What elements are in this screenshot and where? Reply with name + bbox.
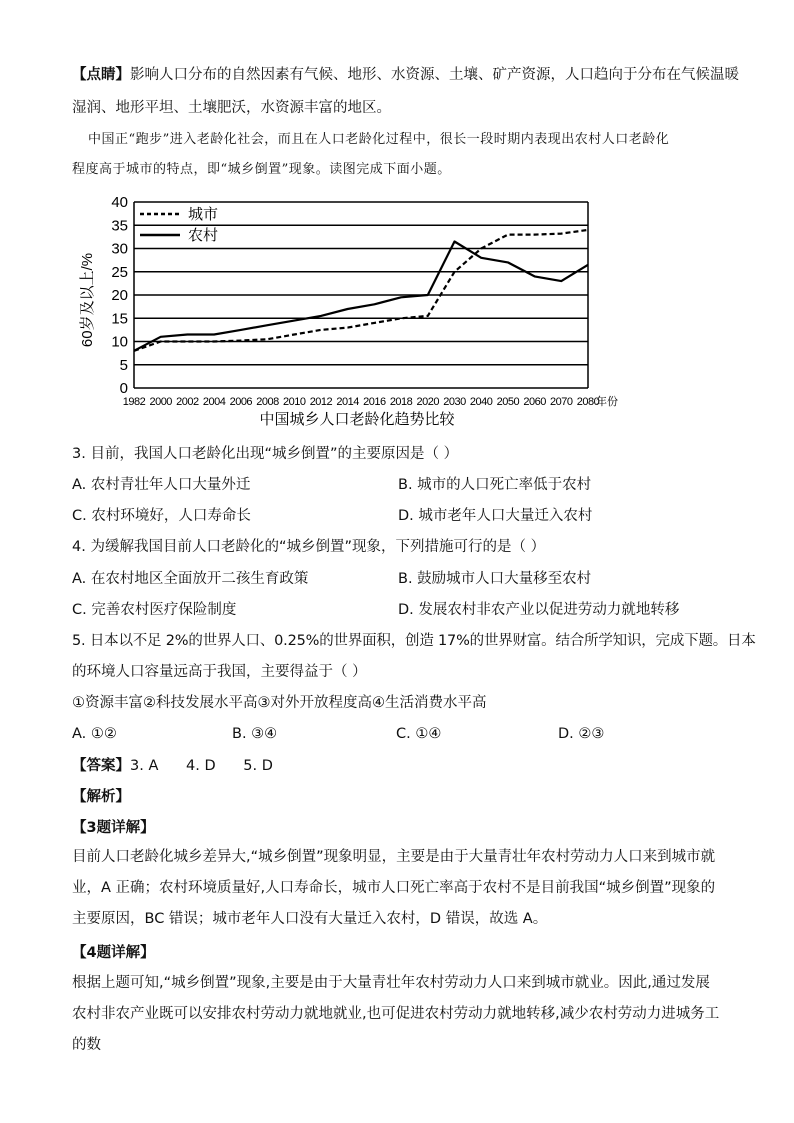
legend-label: 农村 — [188, 227, 219, 244]
x-tick-label: 2002 — [176, 396, 199, 408]
answer-text: 3. A 4. D 5. D — [130, 758, 273, 774]
x-tick-label: 2060 — [523, 396, 546, 408]
legend-label: 城市 — [188, 206, 219, 223]
q5-option-b[interactable]: B. ③④ — [232, 726, 278, 742]
detail-4-text: 根据上题可知,“城乡倒置”现象,主要是由于大量青壮年农村劳动力人口来到城市就业。因此,通过发展农村非农产业既可以安排农村劳动力就地就业,也可促进农村劳动力就地转移,减少农村劳动力进城务工的数 — [72, 975, 720, 1053]
q5-option-c[interactable]: C. ①④ — [396, 726, 442, 742]
y-tick-label: 15 — [111, 310, 128, 328]
x-tick-label: 1982 — [122, 396, 146, 408]
q3-option-d[interactable]: D. 城市老年人口大量迁入农村 — [398, 508, 593, 524]
q4-option-d[interactable]: D. 发展农村非农产业以促进劳动力就地转移 — [398, 602, 680, 618]
answer-tag: 【答案】 — [72, 758, 130, 774]
tip-line-1 — [72, 65, 739, 85]
y-axis-label: 60岁及以上/% — [79, 252, 96, 348]
analysis-tag: 【解析】 — [72, 789, 130, 805]
intro-line-2: 程度高于城市的特点，即“城乡倒置”现象。读图完成下面小题。 — [72, 162, 451, 177]
y-tick-label: 25 — [111, 263, 128, 281]
x-tick-label: 2012 — [309, 396, 333, 408]
tip-text-1: 影响人口分布的自然因素有气候、地形、水资源、土壤、矿产资源，人口趋向于分布在气候温暖 — [130, 67, 739, 83]
intro-line-1: 中国正“跑步”进入老龄化社会，而且在人口老龄化过程中，很长一段时期内表现出农村人口老龄化 — [88, 132, 670, 147]
tip-line-2: 湿润、地形平坦、土壤肥沃，水资源丰富的地区。 — [72, 100, 391, 116]
q3-option-c[interactable]: C. 农村环境好，人口寿命长 — [72, 508, 251, 524]
q4-stem: 4. 为缓解我国目前人口老龄化的“城乡倒置”现象，下列措施可行的是（ ） — [72, 539, 546, 555]
x-tick-label: 2014 — [336, 396, 359, 408]
x-tick-labels — [123, 396, 600, 408]
y-tick-labels — [111, 194, 128, 397]
y-tick-label: 30 — [111, 240, 128, 258]
x-tick-label: 2030 — [443, 396, 466, 408]
y-tick-label: 40 — [111, 194, 128, 211]
q4-option-a[interactable]: A. 在农村地区全面放开二孩生育政策 — [72, 571, 309, 587]
x-tick-label: 2004 — [202, 396, 226, 408]
detail-3-tag: 【3题详解】 — [72, 820, 155, 836]
y-tick-label: 20 — [111, 287, 128, 304]
y-tick-label: 0 — [119, 380, 128, 397]
answer-line — [72, 756, 273, 776]
q3-option-b[interactable]: B. 城市的人口死亡率低于农村 — [398, 477, 592, 493]
tip-tag: 【点睛】 — [72, 67, 130, 83]
aging-trend-chart — [79, 190, 640, 430]
y-tick-label: 5 — [119, 356, 128, 374]
q5-option-d[interactable]: D. ②③ — [558, 726, 605, 742]
detail-4-tag: 【4题详解】 — [72, 945, 155, 961]
x-tick-label: 2008 — [256, 396, 279, 408]
q4-option-b[interactable]: B. 鼓励城市人口大量移至农村 — [398, 571, 592, 587]
y-tick-label: 10 — [111, 333, 128, 351]
series-line-rural — [134, 242, 588, 351]
x-tick-label: 2018 — [389, 396, 413, 408]
x-axis-label: 年份 — [596, 396, 618, 408]
x-tick-label: 2020 — [416, 396, 440, 408]
x-tick-label: 2010 — [282, 396, 306, 408]
x-tick-label: 2040 — [469, 396, 493, 408]
q3-option-a[interactable]: A. 农村青壮年人口大量外迁 — [72, 477, 251, 493]
x-tick-label: 2080 — [576, 396, 600, 408]
q4-option-c[interactable]: C. 完善农村医疗保险制度 — [72, 602, 237, 618]
q5-line-2: 的环境人口容量远高于我国，主要得益于（ ） — [72, 664, 367, 680]
q3-stem: 3. 目前，我国人口老龄化出现“城乡倒置”的主要原因是（ ） — [72, 446, 459, 462]
detail-3-text: 目前人口老龄化城乡差异大,“城乡倒置”现象明显，主要是由于大量青壮年农村劳动力人口来到城市就业，A 正确；农村环境质量好,人口寿命长，城市人口死亡率高于农村不是目前我国“城乡倒置”现象的主要原因，BC 错误；城市老年人口没有大量迁入农村，D 错误，故选 A。 — [72, 849, 716, 927]
x-tick-label: 2006 — [229, 396, 253, 408]
chart-title: 中国城乡人口老龄化趋势比较 — [259, 411, 455, 428]
q5-option-a[interactable]: A. ①② — [72, 726, 117, 742]
x-tick-label: 2016 — [363, 396, 386, 408]
y-tick-label: 35 — [111, 217, 128, 235]
x-tick-label: 2000 — [149, 396, 172, 408]
x-tick-label: 2050 — [496, 396, 520, 408]
q5-line-1: 5. 日本以不足 2%的世界人口、0.25%的世界面积，创造 17%的世界财富。结合所学知识，完成下题。日本 — [72, 633, 756, 649]
q5-line-3: ①资源丰富②科技发展水平高③对外开放程度高④生活消费水平高 — [72, 695, 487, 711]
x-tick-label: 2070 — [550, 396, 573, 408]
